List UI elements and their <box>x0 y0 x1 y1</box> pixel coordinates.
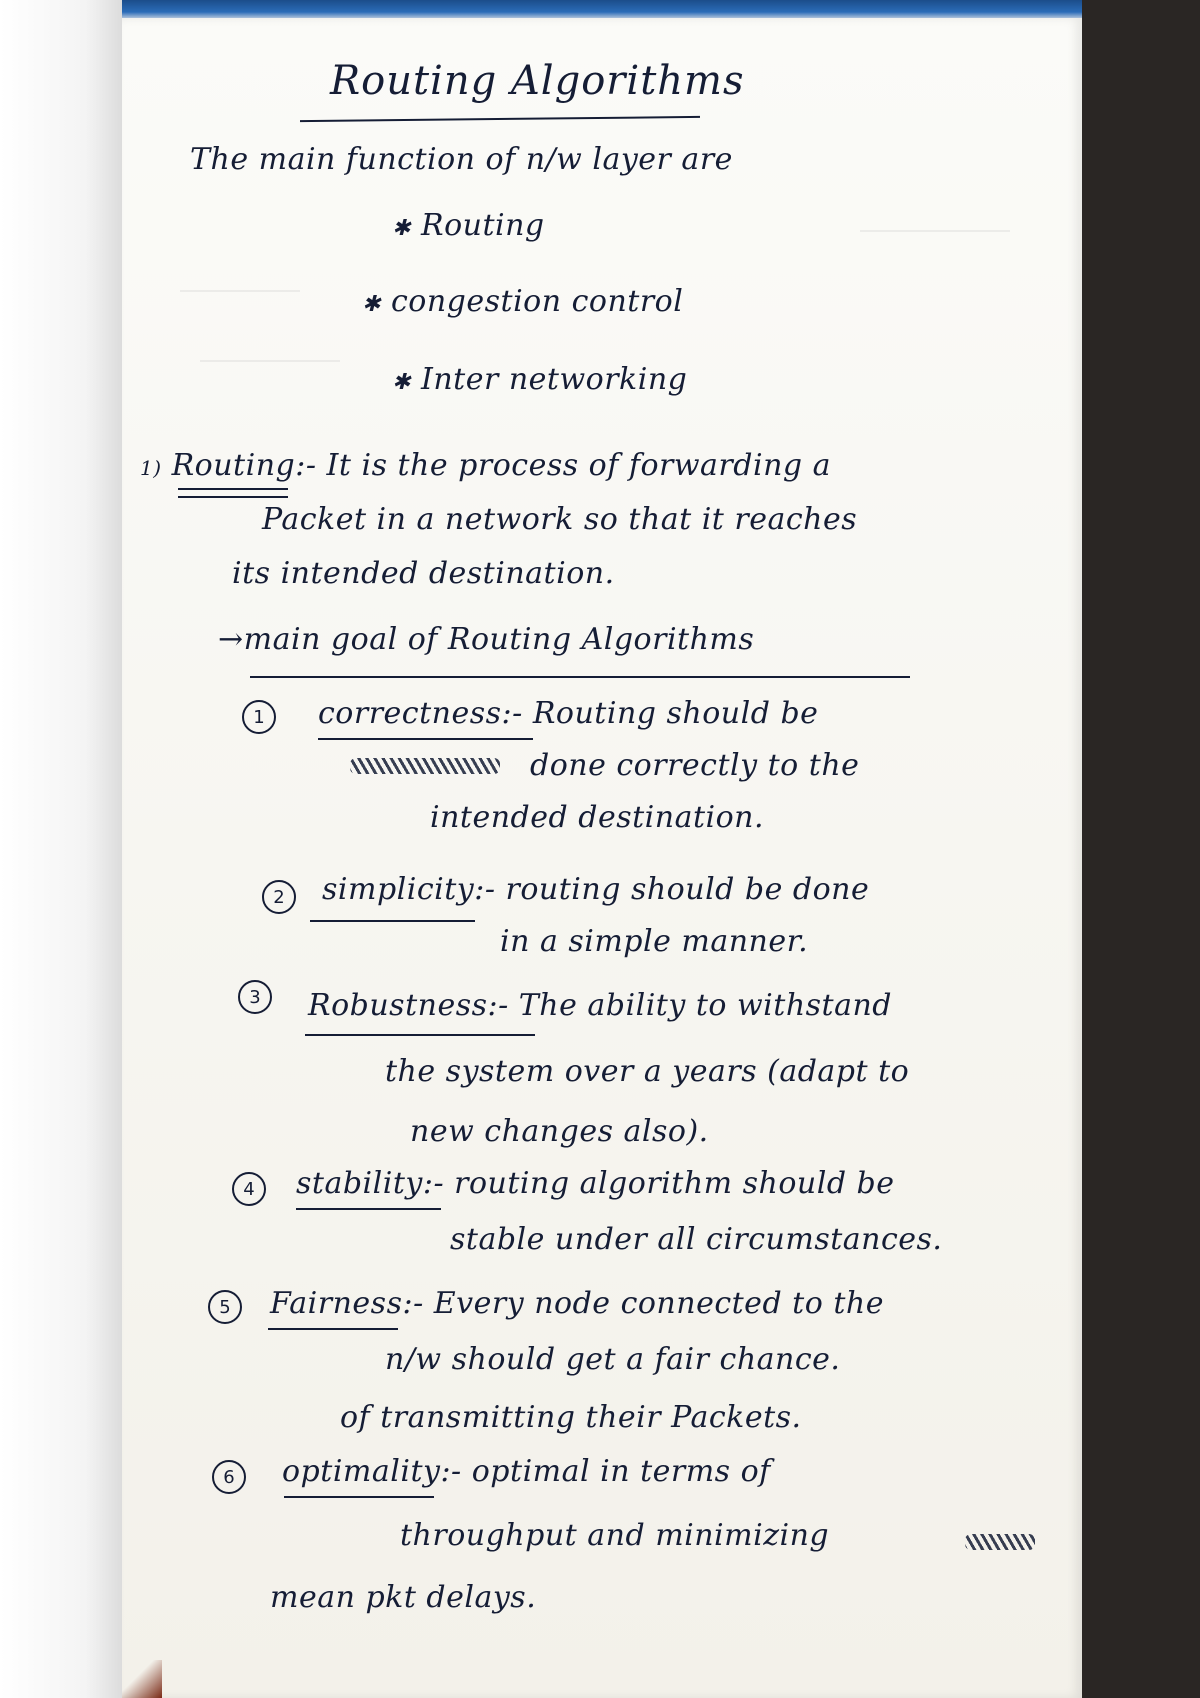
goal-line: stable under all circumstances. <box>450 1222 943 1257</box>
goal-line: n/w should get a fair chance. <box>385 1342 841 1377</box>
goal-line: correctness:- Routing should be <box>318 696 819 731</box>
routing-definition-line: Packet in a network so that it reaches <box>262 502 858 537</box>
goal-line: new changes also). <box>410 1114 709 1149</box>
asterisk-icon: ✱ <box>392 370 411 395</box>
crossed-out-scribble <box>350 758 500 774</box>
term-underline <box>305 1034 535 1036</box>
term-double-underline <box>178 488 288 498</box>
goals-heading-underline <box>250 676 910 678</box>
goal-line: Fairness:- Every node connected to the <box>270 1286 884 1321</box>
goal-line: optimality:- optimal in terms of <box>282 1454 771 1489</box>
term-underline <box>284 1496 434 1498</box>
notebook-top-edge <box>122 0 1082 20</box>
routing-definition-line: 1) Routing:- It is the process of forwarding a <box>140 448 832 483</box>
number-circle: 3 <box>238 980 272 1014</box>
page-title: Routing Algorithms <box>330 58 745 104</box>
number-circle: 4 <box>232 1172 266 1206</box>
asterisk-icon: ✱ <box>362 292 381 317</box>
term-underline <box>268 1328 398 1330</box>
goal-line: done correctly to the <box>530 748 860 783</box>
bleed-through <box>860 200 1010 232</box>
notebook-corner <box>122 1660 162 1698</box>
term-underline <box>296 1208 441 1210</box>
function-item: ✱ Routing <box>392 208 545 243</box>
goal-line: of transmitting their Packets. <box>340 1400 802 1435</box>
goal-term: correctness <box>318 696 502 731</box>
bleed-through <box>200 330 340 362</box>
goal-line: stability:- routing algorithm should be <box>296 1166 895 1201</box>
routing-definition-line: its intended destination. <box>232 556 615 591</box>
number-circle: 1 <box>242 700 276 734</box>
goal-line: throughput and minimizing <box>400 1518 830 1553</box>
goal-term: stability <box>296 1166 423 1201</box>
goals-heading: →main goal of Routing Algorithms <box>218 622 755 657</box>
routing-term: Routing <box>171 448 296 483</box>
asterisk-icon: ✱ <box>392 216 411 241</box>
goal-term: simplicity <box>322 872 475 907</box>
goal-line: intended destination. <box>430 800 765 835</box>
bleed-through <box>180 260 300 292</box>
arrow-right-icon: → <box>218 622 244 657</box>
function-item: ✱ Inter networking <box>392 362 688 397</box>
goal-line: the system over a years (adapt to <box>385 1054 910 1089</box>
goal-line: Robustness:- The ability to withstand <box>308 988 892 1023</box>
term-underline <box>310 920 475 922</box>
goal-line: simplicity:- routing should be done <box>322 872 870 907</box>
goal-term: optimality <box>282 1454 441 1489</box>
number-circle: 5 <box>208 1290 242 1324</box>
term-underline <box>318 738 533 740</box>
goal-line: mean pkt delays. <box>270 1580 537 1615</box>
goal-term: Fairness <box>270 1286 403 1321</box>
scan-margin <box>0 0 122 1698</box>
number-circle: 6 <box>212 1460 246 1494</box>
function-item: ✱ congestion control <box>362 284 684 319</box>
goal-term: Robustness <box>308 988 488 1023</box>
crossed-out-scribble <box>965 1534 1035 1550</box>
goal-line: in a simple manner. <box>500 924 809 959</box>
intro-line: The main function of n/w layer are <box>190 142 733 177</box>
number-circle: 2 <box>262 880 296 914</box>
